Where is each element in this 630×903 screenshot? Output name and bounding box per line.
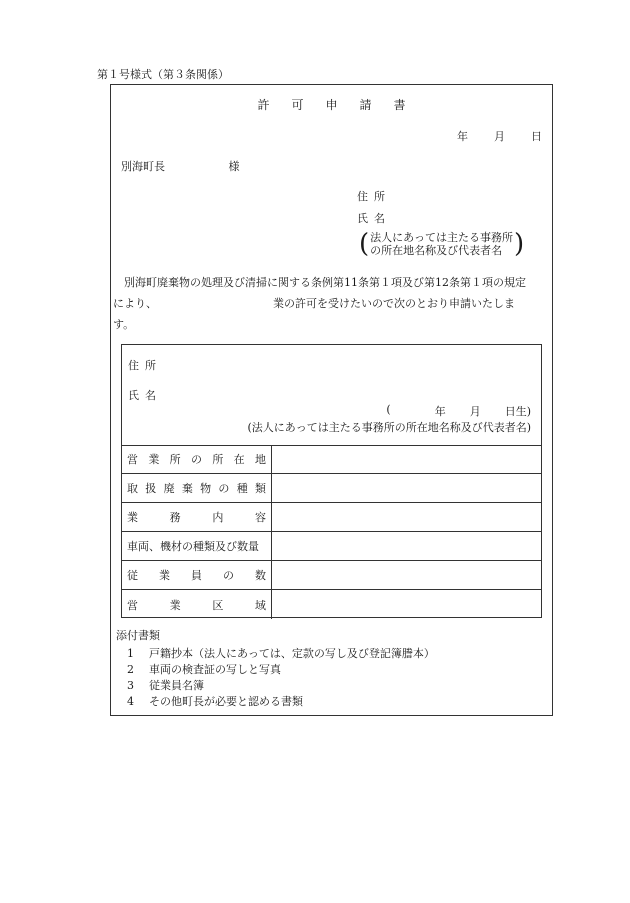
details-name-label: 氏名 (128, 389, 162, 402)
statement-line3: す。 (113, 318, 135, 331)
attachment-item (127, 677, 204, 693)
application-details-table (121, 344, 542, 618)
statement-line1: 別海町廃棄物の処理及び清掃に関する条例第11条第１項及び第12条第１項の規定 (124, 276, 526, 289)
table-row (122, 474, 541, 503)
addressee-honorific: 様 (228, 160, 240, 173)
date-day-unit: 日 (531, 130, 542, 143)
attachment-text: その他町長が必要と認める書類 (149, 695, 303, 708)
attachment-text: 従業員名簿 (149, 679, 204, 692)
statement-line2-start: により、 (113, 297, 157, 310)
birth-year-unit: 年 (434, 405, 446, 418)
date-year-unit: 年 (457, 130, 468, 143)
attachment-number: 4 (127, 695, 134, 708)
form-number-label: 第１号様式（第３条関係） (97, 68, 229, 81)
row-value-waste-type[interactable] (273, 474, 541, 502)
birth-date-line (386, 403, 531, 419)
row-value-business-content[interactable] (273, 503, 541, 531)
attachment-number: 1 (127, 647, 134, 660)
row-label-business-content: 業 務 内 容 (122, 503, 272, 531)
applicant-details-cell (122, 345, 541, 446)
attachment-item (127, 693, 303, 709)
applicant-corporate-note (359, 231, 524, 257)
row-label-vehicles-equipment: 車両、機材の種類及び数量 (122, 532, 272, 560)
applicant-address-label: 住所 (357, 190, 391, 203)
row-value-vehicles-equipment[interactable] (273, 532, 541, 560)
attachment-text: 車両の検査証の写しと写真 (149, 663, 281, 676)
document-title (110, 96, 553, 113)
title-char: 許 (257, 98, 270, 112)
title-char: 申 (325, 98, 338, 112)
statement-line2-end: 業の許可を受けたいので次のとおり申請いたしま (273, 297, 515, 310)
row-value-office-location[interactable] (273, 445, 541, 473)
row-label-office-location: 営 業 所 の 所 在 地 (122, 445, 272, 473)
birth-day-unit: 日生) (504, 405, 531, 418)
details-corporate-note: (法人にあっては主たる事務所の所在地名称及び代表者名) (247, 421, 531, 434)
title-char: 請 (359, 98, 372, 112)
attachment-item (127, 661, 281, 677)
attachments-title: 添付書類 (116, 629, 160, 642)
addressee-name: 別海町長 (121, 160, 165, 173)
title-char: 可 (291, 98, 304, 112)
row-value-employee-count[interactable] (273, 561, 541, 589)
row-label-business-area: 営 業 区 域 (122, 590, 272, 619)
table-row (122, 445, 541, 474)
row-label-waste-type: 取 扱 廃 棄 物 の 種 類 (122, 474, 272, 502)
attachment-item (127, 645, 435, 661)
table-row (122, 503, 541, 532)
close-bracket: ) (514, 229, 525, 259)
application-date (431, 128, 542, 144)
statement-line2 (113, 293, 549, 314)
table-row (122, 561, 541, 590)
date-month-unit: 月 (494, 130, 505, 143)
addressee-line (121, 158, 240, 174)
table-row (122, 532, 541, 561)
row-label-employee-count: 従 業 員 の 数 (122, 561, 272, 589)
application-statement (113, 272, 549, 335)
attachment-number: 2 (127, 663, 134, 676)
table-row (122, 590, 541, 619)
birth-month-unit: 月 (469, 405, 481, 418)
open-bracket: ( (359, 229, 370, 259)
details-address-label: 住所 (128, 359, 162, 372)
birth-open-paren: ( (386, 403, 391, 416)
applicant-name-label: 氏名 (357, 212, 391, 225)
row-value-business-area[interactable] (273, 590, 541, 619)
attachment-number: 3 (127, 679, 134, 692)
corporate-note-line2: の所在地名称及び代表者名 (370, 244, 503, 257)
attachment-text: 戸籍抄本（法人にあっては、定款の写し及び登記簿謄本） (149, 647, 435, 660)
title-char: 書 (393, 98, 406, 112)
corporate-note-line1: 法人にあっては主たる事務所 (370, 231, 514, 244)
